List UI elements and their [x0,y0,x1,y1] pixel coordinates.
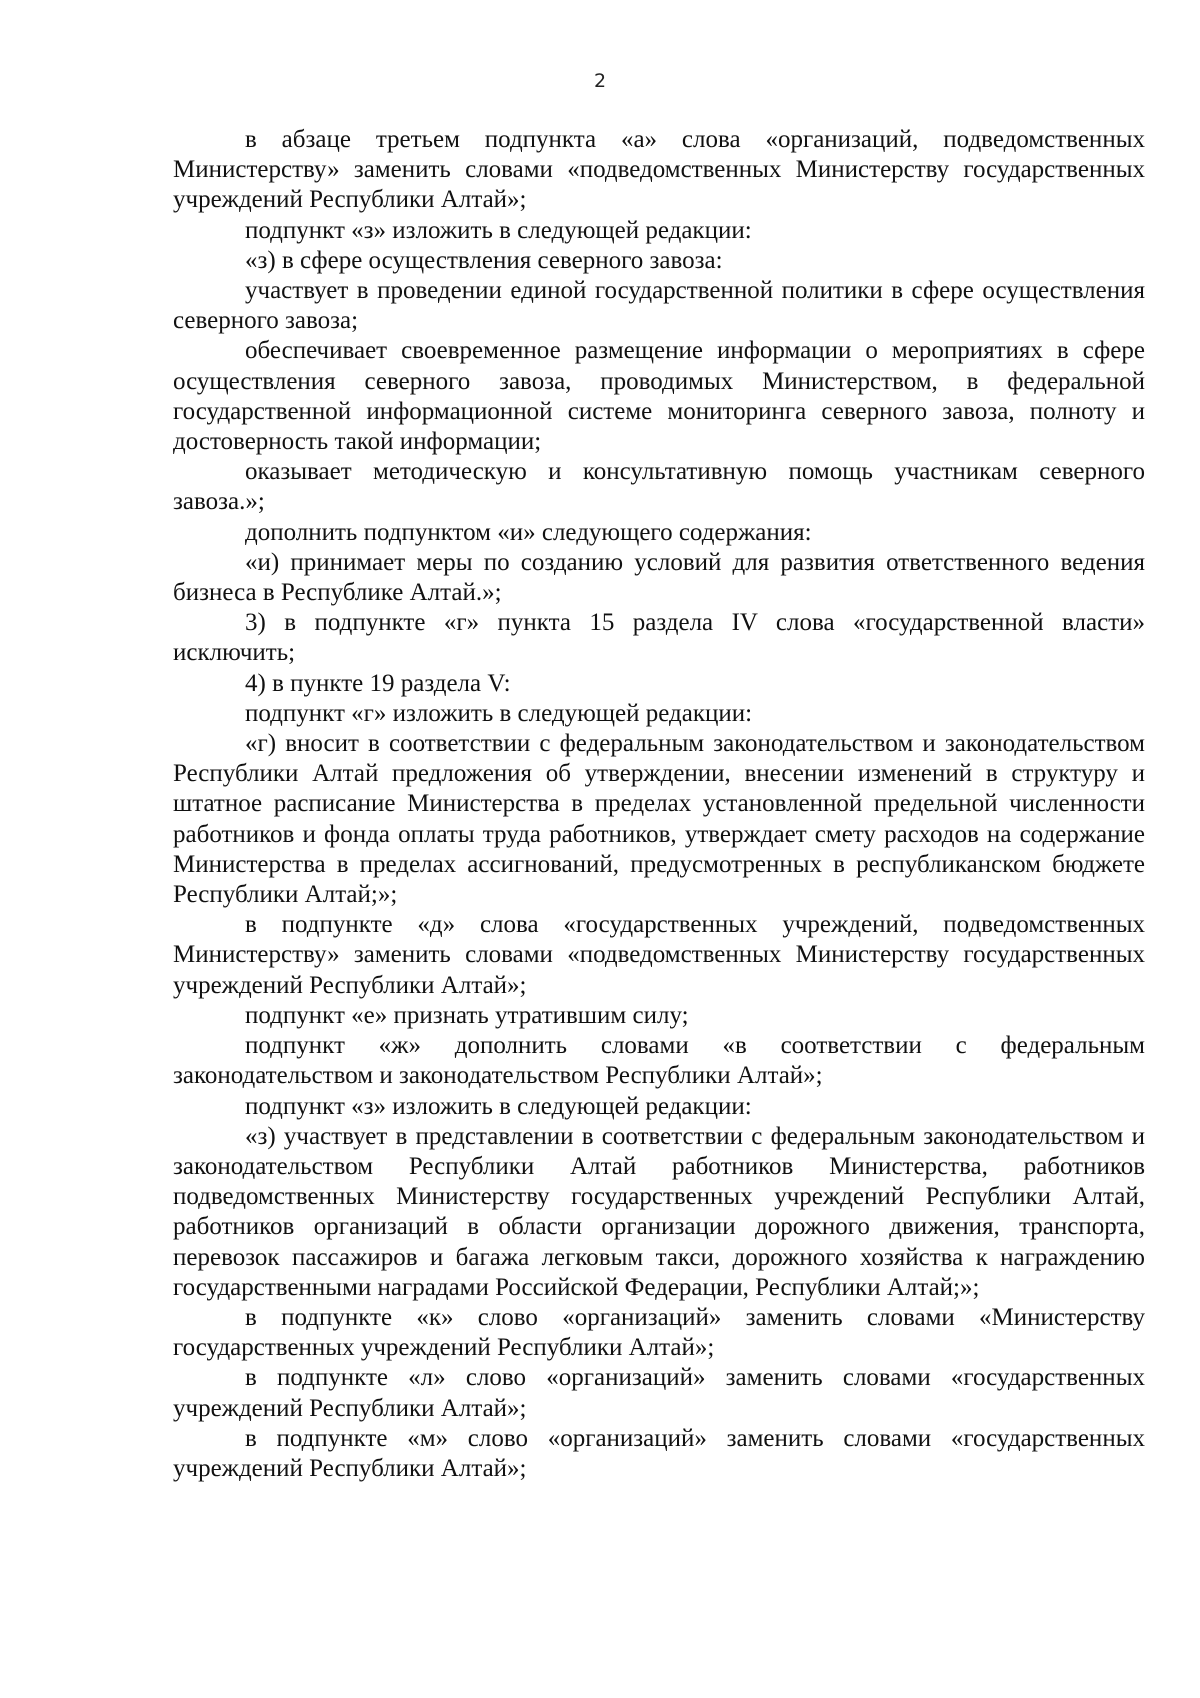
paragraph: в подпункте «к» слово «организаций» заменить словами «Министерству государственных учреждений Республики Алтай»; [173,1303,1145,1362]
paragraph: обеспечивает своевременное размещение информации о мероприятиях в сфере осуществления северного завоза, проводимых Министерством, в федеральной государственной информационной системе мониторинга северного завоза, полноту и достоверность такой информации; [173,337,1145,456]
paragraph: участвует в проведении единой государственной политики в сфере осуществления северного завоза; [173,277,1145,335]
paragraph: в подпункте «м» слово «организаций» заменить словами «государственных учреждений Республики Алтай»; [173,1424,1145,1482]
paragraph: «и) принимает меры по созданию условий для развития ответственного ведения бизнеса в Республике Алтай.»; [173,548,1145,607]
paragraph: подпункт «з» изложить в следующей редакции: [245,1092,752,1120]
paragraph: дополнить подпунктом «и» следующего содержания: [245,518,812,546]
paragraph: в абзаце третьем подпункта «а» слова «организаций, подведомственных Министерству» заменить словами «подведомственных Министерству государственных учреждений Республики Алтай»; [173,126,1145,214]
paragraph: подпункт «г» изложить в следующей редакции: [245,699,753,727]
paragraph: подпункт «ж» дополнить словами «в соответствии с федеральным законодательством и законодательством Республики Алтай»; [173,1032,1145,1090]
paragraph: «з) в сфере осуществления северного завоза: [245,246,723,274]
page-number: 2 [593,70,607,92]
paragraph: в подпункте «л» слово «организаций» заменить словами «государственных учреждений Республики Алтай»; [173,1364,1145,1422]
paragraph: подпункт «з» изложить в следующей редакции: [245,216,752,244]
paragraph: «г) вносит в соответствии с федеральным законодательством и законодательством Республики Алтай предложения об утверждении, внесении изменений в структуру и штатное расписание Министерства в пределах установленной предельной численности работников и фонда оплаты труда работников, утверждает смету расходов на содержание Министерства в пределах ассигнований, предусмотренных в республиканском бюджете Республики Алтай;»; [173,730,1145,909]
paragraph: подпункт «е» признать утратившим силу; [245,1001,689,1029]
paragraph: 4) в пункте 19 раздела V: [245,669,511,697]
paragraph: оказывает методическую и консультативную помощь участникам северного завоза.»; [173,458,1145,516]
paragraph: 3) в подпункте «г» пункта 15 раздела IV слова «государственной власти» исключить; [173,609,1145,667]
document-body [173,125,1145,1484]
paragraph: в подпункте «д» слова «государственных учреждений, подведомственных Министерству» заменить словами «подведомственных Министерству государственных учреждений Республики Алтай»; [173,911,1145,999]
paragraph: «з) участвует в представлении в соответствии с федеральным законодательством и законодательством Республики Алтай работников Министерства, работников подведомственных Министерству государственных учреждений Республики Алтай, работников организаций в области организации дорожного движения, транспорта, перевозок пассажиров и багажа легковым такси, дорожного хозяйства к награждению государственными наградами Российской Федерации, Республики Алтай;»; [173,1122,1145,1301]
